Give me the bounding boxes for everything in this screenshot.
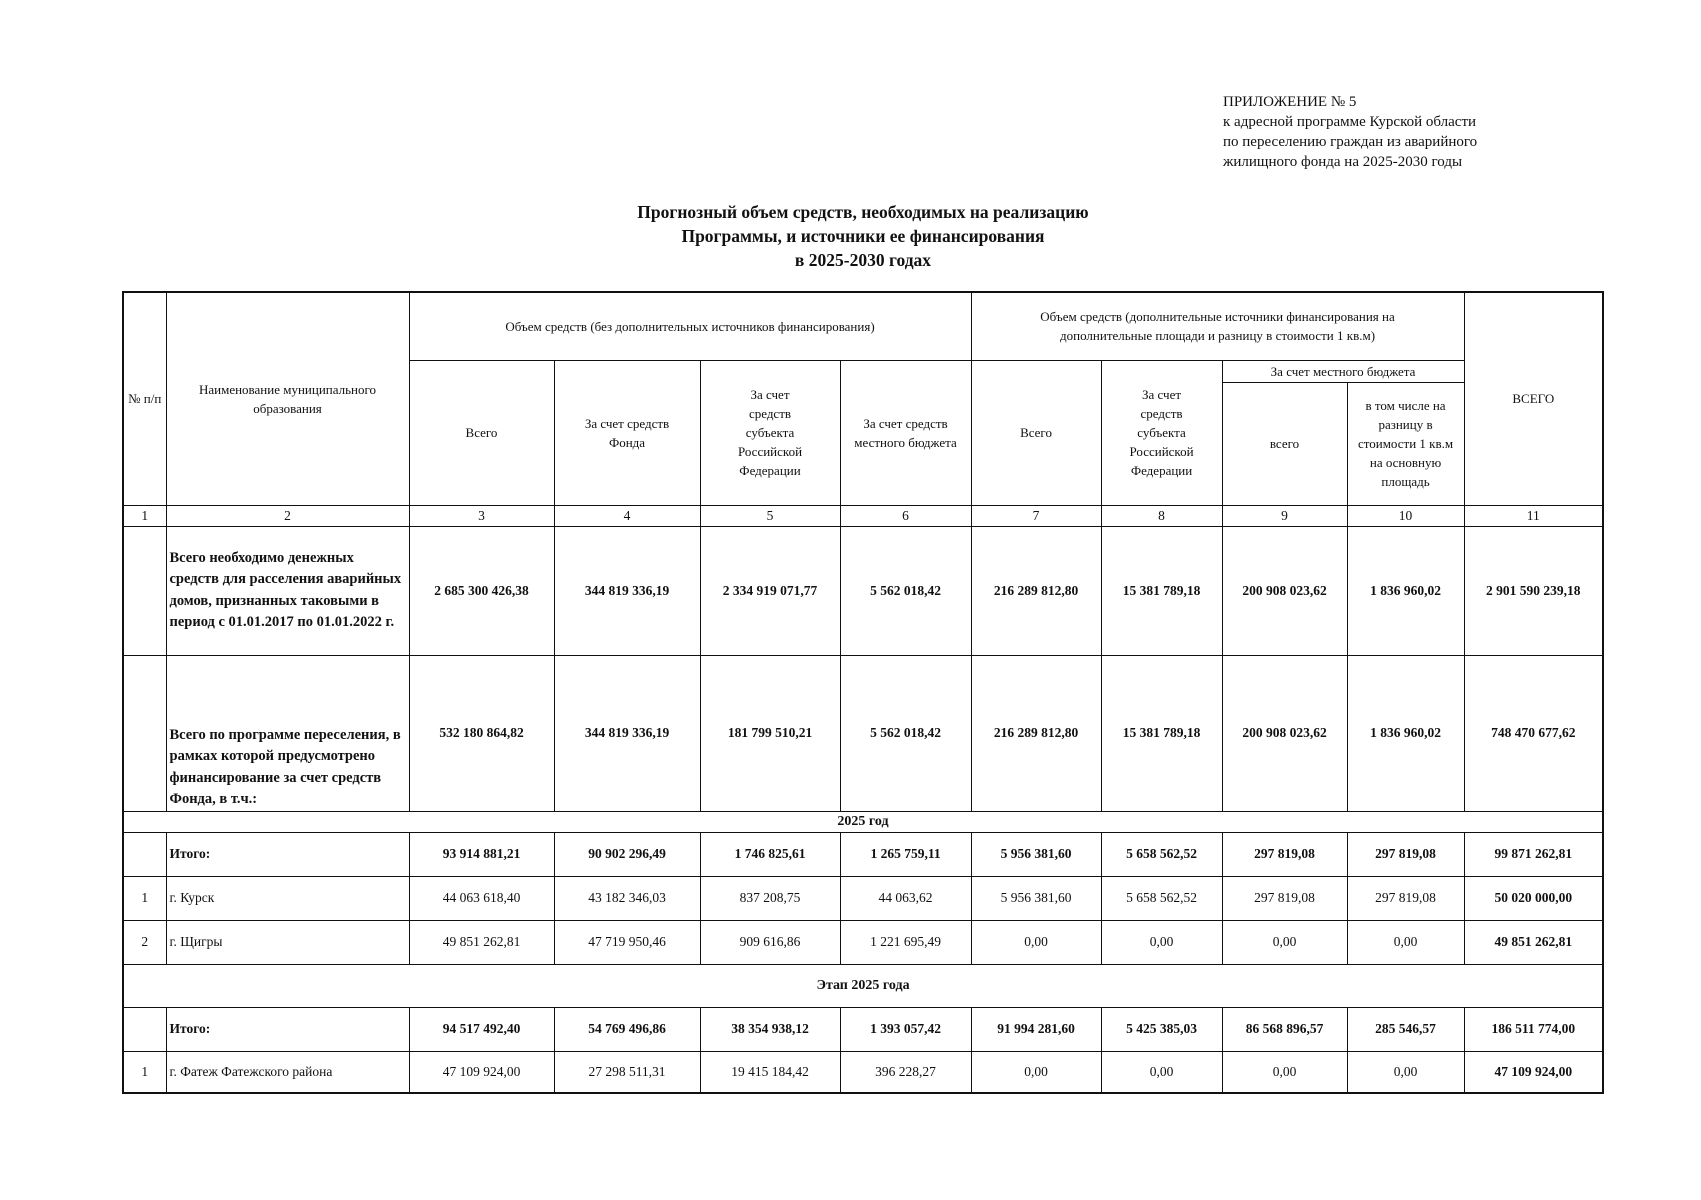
cell-value: 15 381 789,18 (1101, 526, 1222, 655)
cell-value: 0,00 (971, 920, 1101, 964)
cell-value: 0,00 (1347, 920, 1464, 964)
cell-value: 50 020 000,00 (1464, 876, 1603, 920)
cell-value: 0,00 (1101, 1051, 1222, 1093)
column-number: 7 (971, 505, 1101, 526)
section-row (123, 964, 1603, 1007)
header-group-extra: Объем средств (дополнительные источники финансирования на дополнительные площади и разницу в стоимости 1 кв.м) (971, 292, 1464, 360)
header-group-main: Объем средств (без дополнительных источников финансирования) (409, 292, 971, 360)
cell-value: 49 851 262,81 (409, 920, 554, 964)
cell-value: 909 616,86 (700, 920, 840, 964)
row-num (123, 655, 166, 811)
cell-value: 1 746 825,61 (700, 832, 840, 876)
cell-value: 5 658 562,52 (1101, 876, 1222, 920)
row-name: Всего по программе переселения, в рамках которой предусмотрено финансирование за счет средств Фонда, в т.ч.: (166, 655, 409, 811)
header-total: ВСЕГО (1464, 292, 1603, 505)
cell-value: 396 228,27 (840, 1051, 971, 1093)
row-num (123, 526, 166, 655)
column-number: 5 (700, 505, 840, 526)
column-number: 11 (1464, 505, 1603, 526)
cell-value: 54 769 496,86 (554, 1007, 700, 1051)
document-title (0, 200, 1701, 272)
header-col8: За счет средств субъекта Российской Федерации (1101, 360, 1222, 505)
cell-value: 5 562 018,42 (840, 526, 971, 655)
header-col9: всего (1222, 382, 1347, 505)
header-name: Наименование муниципального образования (166, 292, 409, 505)
appendix-line: к адресной программе Курской области (1223, 114, 1477, 130)
cell-value: 49 851 262,81 (1464, 920, 1603, 964)
table-row (123, 832, 1603, 876)
table-row (123, 1007, 1603, 1051)
cell-value: 47 109 924,00 (1464, 1051, 1603, 1093)
cell-value: 91 994 281,60 (971, 1007, 1101, 1051)
cell-value: 44 063 618,40 (409, 876, 554, 920)
cell-value: 0,00 (1222, 920, 1347, 964)
cell-value: 5 562 018,42 (840, 655, 971, 811)
header-col4: За счет средств Фонда (554, 360, 700, 505)
table-row (123, 876, 1603, 920)
cell-value: 5 956 381,60 (971, 876, 1101, 920)
row-name: Итого: (166, 1007, 409, 1051)
cell-value: 2 334 919 071,77 (700, 526, 840, 655)
appendix-line: жилищного фонда на 2025-2030 годы (1223, 154, 1463, 170)
appendix-number: ПРИЛОЖЕНИЕ № 5 (1223, 94, 1357, 110)
row-name: Итого: (166, 832, 409, 876)
row-name: Всего необходимо денежных средств для расселения аварийных домов, признанных таковыми в период с 01.01.2017 по 01.01.2022 г. (166, 526, 409, 655)
cell-value: 5 956 381,60 (971, 832, 1101, 876)
cell-value: 532 180 864,82 (409, 655, 554, 811)
cell-value: 38 354 938,12 (700, 1007, 840, 1051)
header-col10: в том числе на разницу в стоимости 1 кв.м на основную площадь (1347, 382, 1464, 505)
row-num (123, 832, 166, 876)
cell-value: 0,00 (1101, 920, 1222, 964)
column-number: 9 (1222, 505, 1347, 526)
cell-value: 216 289 812,80 (971, 526, 1101, 655)
cell-value: 297 819,08 (1347, 876, 1464, 920)
title-line: Прогнозный объем средств, необходимых на реализацию (637, 202, 1089, 222)
cell-value: 5 658 562,52 (1101, 832, 1222, 876)
cell-value: 200 908 023,62 (1222, 526, 1347, 655)
cell-value: 344 819 336,19 (554, 526, 700, 655)
row-name: г. Курск (166, 876, 409, 920)
appendix-note (1223, 92, 1477, 172)
cell-value: 94 517 492,40 (409, 1007, 554, 1051)
column-number: 1 (123, 505, 166, 526)
header-num: № п/п (123, 292, 166, 505)
section-title: 2025 год (123, 811, 1603, 832)
cell-value: 44 063,62 (840, 876, 971, 920)
column-number: 4 (554, 505, 700, 526)
column-number: 10 (1347, 505, 1464, 526)
cell-value: 0,00 (1347, 1051, 1464, 1093)
cell-value: 297 819,08 (1222, 876, 1347, 920)
row-num: 1 (123, 876, 166, 920)
row-num (123, 1007, 166, 1051)
header-col7: Всего (971, 360, 1101, 505)
cell-value: 200 908 023,62 (1222, 655, 1347, 811)
cell-value: 0,00 (1222, 1051, 1347, 1093)
cell-value: 285 546,57 (1347, 1007, 1464, 1051)
cell-value: 90 902 296,49 (554, 832, 700, 876)
column-number: 6 (840, 505, 971, 526)
column-number: 2 (166, 505, 409, 526)
table-row (123, 1051, 1603, 1093)
cell-value: 1 393 057,42 (840, 1007, 971, 1051)
cell-value: 47 109 924,00 (409, 1051, 554, 1093)
appendix-line: по переселению граждан из аварийного (1223, 134, 1478, 150)
cell-value: 186 511 774,00 (1464, 1007, 1603, 1051)
header-col5: За счет средств субъекта Российской Федерации (700, 360, 840, 505)
table-row (123, 655, 1603, 811)
cell-value: 181 799 510,21 (700, 655, 840, 811)
title-line: Программы, и источники ее финансирования (681, 226, 1045, 246)
header-col3: Всего (409, 360, 554, 505)
cell-value: 43 182 346,03 (554, 876, 700, 920)
cell-value: 837 208,75 (700, 876, 840, 920)
cell-value: 47 719 950,46 (554, 920, 700, 964)
table-row (123, 920, 1603, 964)
cell-value: 344 819 336,19 (554, 655, 700, 811)
cell-value: 297 819,08 (1347, 832, 1464, 876)
cell-value: 99 871 262,81 (1464, 832, 1603, 876)
row-name: г. Фатеж Фатежского района (166, 1051, 409, 1093)
column-number: 8 (1101, 505, 1222, 526)
section-title: Этап 2025 года (123, 964, 1603, 1007)
cell-value: 1 221 695,49 (840, 920, 971, 964)
cell-value: 748 470 677,62 (1464, 655, 1603, 811)
cell-value: 1 265 759,11 (840, 832, 971, 876)
cell-value: 2 685 300 426,38 (409, 526, 554, 655)
cell-value: 19 415 184,42 (700, 1051, 840, 1093)
section-row (123, 811, 1603, 832)
row-num: 2 (123, 920, 166, 964)
cell-value: 5 425 385,03 (1101, 1007, 1222, 1051)
row-num: 1 (123, 1051, 166, 1093)
cell-value: 1 836 960,02 (1347, 655, 1464, 811)
cell-value: 86 568 896,57 (1222, 1007, 1347, 1051)
cell-value: 93 914 881,21 (409, 832, 554, 876)
cell-value: 1 836 960,02 (1347, 526, 1464, 655)
column-number: 3 (409, 505, 554, 526)
header-local-budget: За счет местного бюджета (1222, 360, 1464, 382)
table-row (123, 526, 1603, 655)
cell-value: 2 901 590 239,18 (1464, 526, 1603, 655)
cell-value: 27 298 511,31 (554, 1051, 700, 1093)
cell-value: 15 381 789,18 (1101, 655, 1222, 811)
financing-table (122, 291, 1604, 1094)
header-col6: За счет средств местного бюджета (840, 360, 971, 505)
row-name: г. Щигры (166, 920, 409, 964)
column-numbers-row (123, 505, 1603, 526)
cell-value: 297 819,08 (1222, 832, 1347, 876)
cell-value: 0,00 (971, 1051, 1101, 1093)
cell-value: 216 289 812,80 (971, 655, 1101, 811)
title-line: в 2025-2030 годах (794, 250, 932, 270)
